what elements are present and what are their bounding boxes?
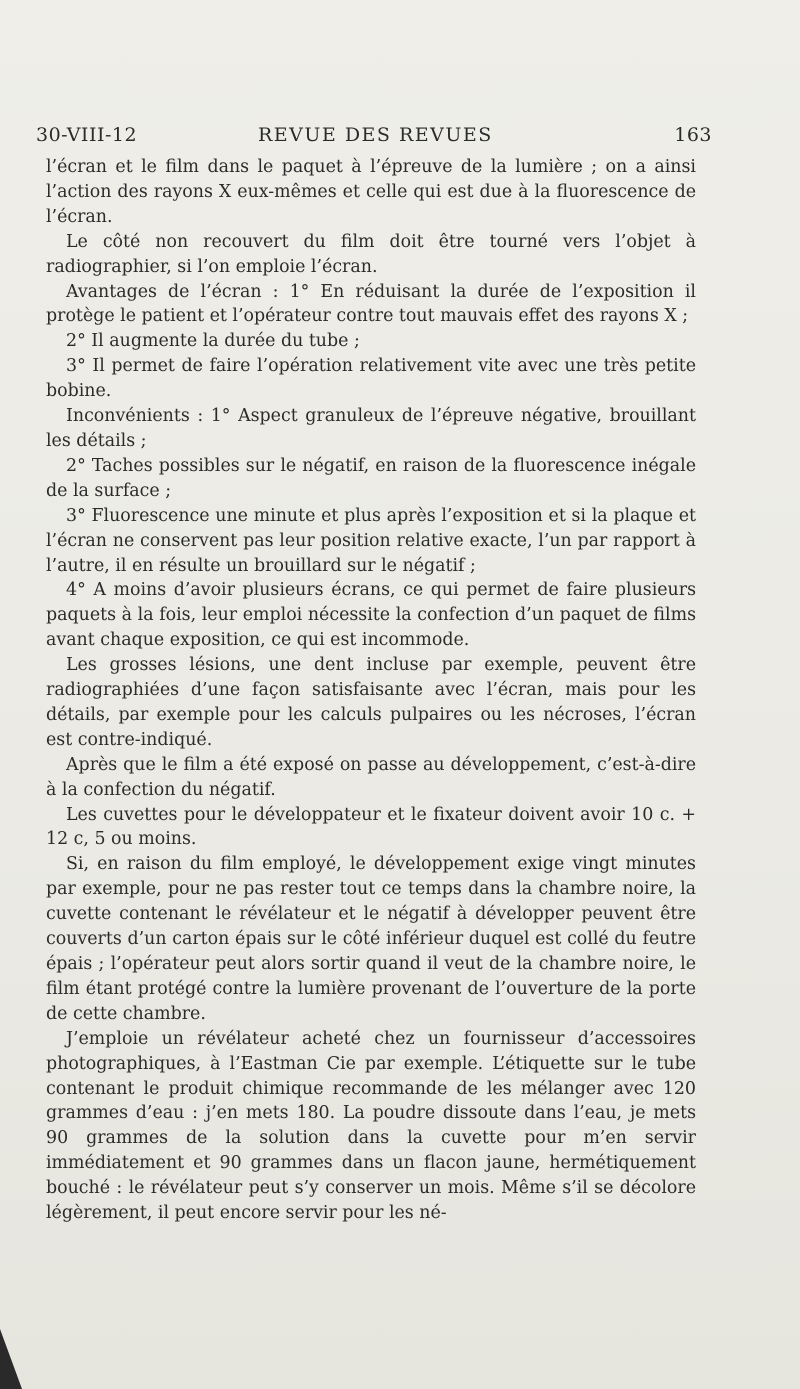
paragraph: 4° A moins d’avoir plusieurs écrans, ce qui permet de faire plusieurs paquets à la fois, leur emploi nécessite la confection d’un paquet de films avant chaque exposition, ce qui est incommode. xyxy=(46,580,696,651)
paragraph: Si, en raison du film employé, le développement exige vingt minutes par exemple, pour ne pas rester tout ce temps dans la chambre noire, la cuvette contenant le révélateur et le négatif à développer peuvent être couverts d’un carton épais sur le côté inférieur duquel est collé du feutre épais ; l’opérateur peut alors sortir quand il veut de la chambre noire, le film étant protégé contre la lumière provenant de l’ouverture de la porte de cette chambre. xyxy=(46,854,696,1024)
paragraph: Le côté non recouvert du film doit être tourné vers l’objet à radiographier, si l’on emploie l’écran. xyxy=(46,231,696,277)
paragraph: Après que le film a été exposé on passe au développement, c’est-à-dire à la confection du négatif. xyxy=(46,754,696,800)
paragraph: Inconvénients : 1° Aspect granuleux de l’épreuve négative, brouillant les détails ; xyxy=(46,406,696,451)
paragraph: 3° Fluorescence une minute et plus après l’exposition et si la plaque et l’écran ne conservent pas leur position relative exacte, l’un par rapport à l’autre, il en résulte un brouillard sur le négatif ; xyxy=(46,505,696,576)
paragraph: 2° Taches possibles sur le négatif, en raison de la fluorescence inégale de la surface ; xyxy=(46,455,696,501)
journal-section-title: REVUE DES REVUES xyxy=(258,124,493,146)
paragraph: 2° Il augmente la durée du tube ; xyxy=(66,331,360,352)
running-head xyxy=(36,124,712,150)
body-text xyxy=(46,155,696,1226)
page-corner-shadow xyxy=(0,1329,22,1389)
paragraph: l’écran et le film dans le paquet à l’épreuve de la lumière ; on a ainsi l’action des rayons X eux-mêmes et celle qui est due à la fluorescence de l’écran. xyxy=(46,157,696,227)
paragraph: Les cuvettes pour le développateur et le fixateur doivent avoir 10 c. + 12 c, 5 ou moins. xyxy=(46,804,696,850)
issue-date: 30-VIII-12 xyxy=(36,124,138,146)
paragraph: Les grosses lésions, une dent incluse par exemple, peuvent être radiographiées d’une façon satisfaisante avec l’écran, mais pour les détails, par exemple pour les calculs pulpaires ou les nécroses, l’écran est contre-indiqué. xyxy=(46,655,696,750)
page-number: 163 xyxy=(674,124,712,146)
paragraph: J’emploie un révélateur acheté chez un fournisseur d’accessoires photographiques, à l’Eastman Cie par exemple. L’étiquette sur le tube contenant le produit chimique recommande de les mélanger avec 120 grammes d’eau : j’en mets 180. La poudre dissoute dans l’eau, je mets 90 grammes de la solution dans la cuvette pour m’en servir immédiatement et 90 grammes dans un flacon jaune, hermétiquement bouché : le révélateur peut s’y conserver un mois. Même s’il se décolore légèrement, il peut encore servir pour les né- xyxy=(46,1028,696,1224)
paragraph: 3° Il permet de faire l’opération relativement vite avec une très petite bobine. xyxy=(46,356,696,402)
paragraph: Avantages de l’écran : 1° En réduisant la durée de l’exposition il protège le patient et l’opérateur contre tout mauvais effet des rayons X ; xyxy=(46,281,696,327)
